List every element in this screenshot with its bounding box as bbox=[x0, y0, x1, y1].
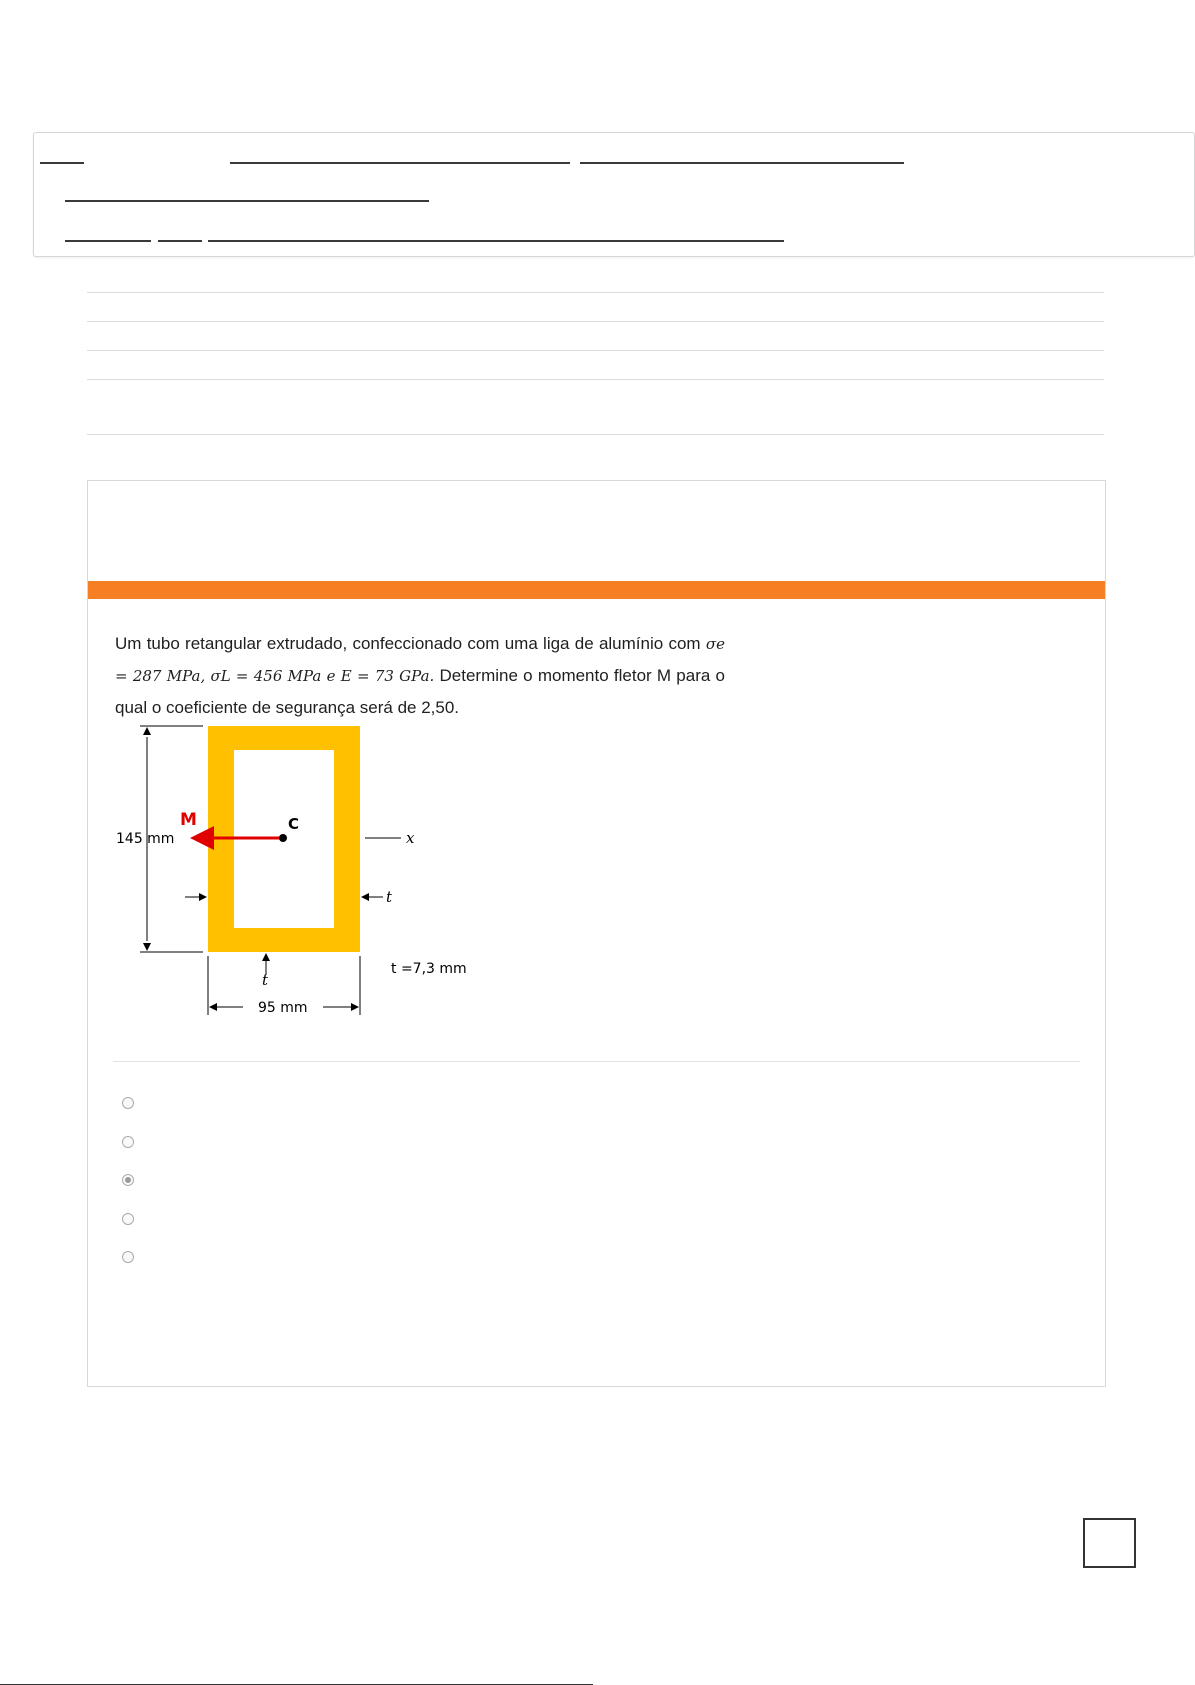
answer-option-c-radio[interactable] bbox=[122, 1174, 134, 1186]
redacted-link[interactable] bbox=[65, 200, 429, 202]
moment-label: M bbox=[180, 810, 197, 830]
centroid-label: C bbox=[288, 815, 300, 833]
info-row-divider bbox=[87, 350, 1104, 351]
question-line-1: Um tubo retangular extrudado, confeccionado com uma liga de alumínio bbox=[115, 634, 664, 653]
question-math: σe = 287 MPa, σL = 456 MPa e E = 73 GPa. bbox=[115, 635, 725, 685]
redacted-link[interactable] bbox=[230, 162, 570, 164]
thickness-value: t =7,3 mm bbox=[391, 961, 467, 977]
page-indicator-button[interactable] bbox=[1083, 1518, 1136, 1568]
thickness-symbol-bottom: t bbox=[262, 971, 269, 989]
question-card bbox=[87, 480, 1106, 1387]
info-row-divider bbox=[87, 292, 1104, 293]
redacted-link[interactable] bbox=[40, 162, 84, 164]
redacted-link[interactable] bbox=[580, 162, 904, 164]
question-rest: Determine o momento fletor M para o qual o coeficiente de segurança será de 2,50. bbox=[115, 666, 725, 717]
redacted-link[interactable] bbox=[208, 240, 784, 242]
question-text bbox=[115, 628, 725, 724]
info-row-divider bbox=[87, 321, 1104, 322]
answer-option-b-radio[interactable] bbox=[122, 1136, 134, 1148]
cross-section-figure bbox=[113, 725, 467, 1022]
answer-option-d-radio[interactable] bbox=[122, 1213, 134, 1225]
answer-option-a-radio[interactable] bbox=[122, 1097, 134, 1109]
width-label: 95 mm bbox=[258, 1000, 308, 1016]
redacted-link[interactable] bbox=[65, 240, 151, 242]
height-label: 145 mm bbox=[116, 831, 175, 847]
info-row-divider bbox=[87, 379, 1104, 380]
question-header-bar bbox=[88, 581, 1105, 599]
breadcrumb-panel bbox=[33, 132, 1195, 257]
centroid-point bbox=[279, 834, 287, 842]
question-com: com bbox=[668, 634, 701, 653]
redacted-link[interactable] bbox=[158, 240, 202, 242]
info-row-divider bbox=[87, 434, 1104, 435]
answer-option-e-radio[interactable] bbox=[122, 1251, 134, 1263]
thickness-symbol-right: t bbox=[386, 888, 393, 906]
answers-separator bbox=[113, 1061, 1080, 1062]
axis-x-label: x bbox=[406, 829, 415, 847]
cross-section-svg bbox=[113, 725, 467, 1017]
